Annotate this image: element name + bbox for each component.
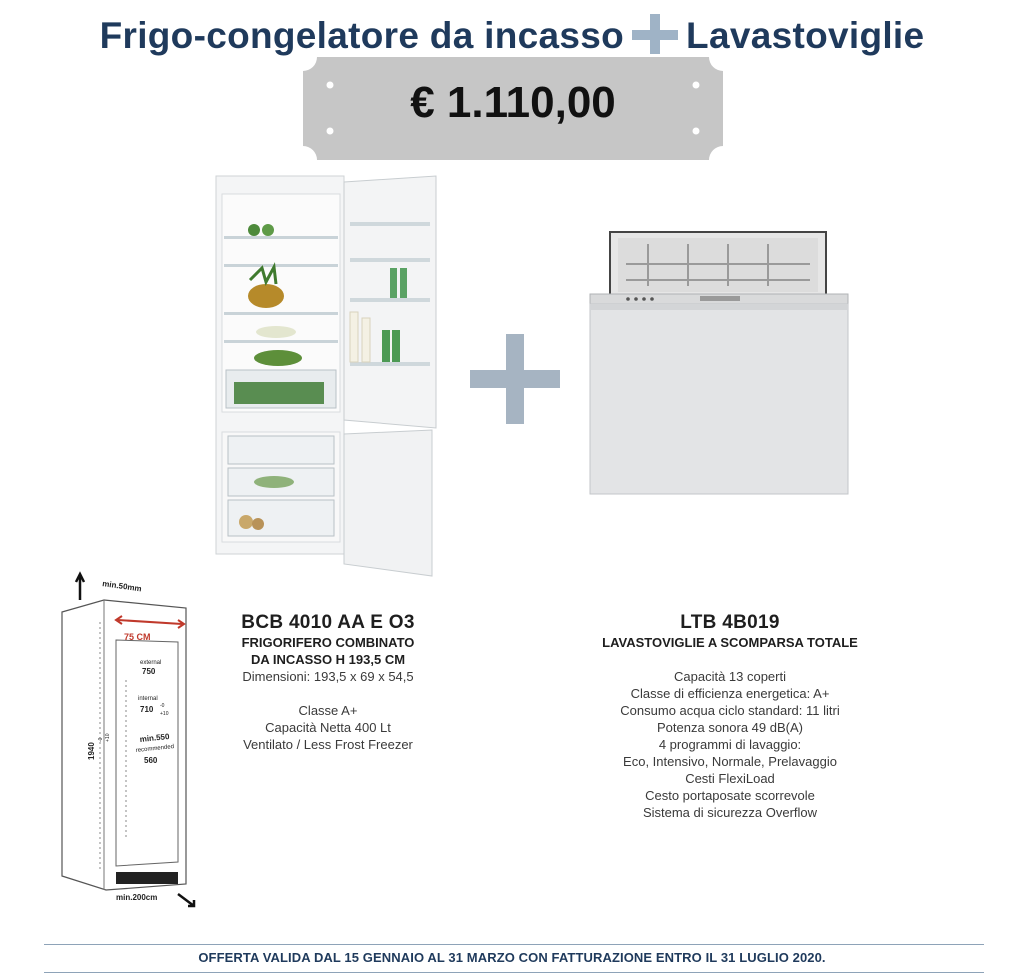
diagram-internal-tol-top: -0	[160, 703, 165, 709]
diagram-internal-label: internal	[138, 696, 158, 702]
diagram-min-top: min.50mm	[101, 579, 143, 594]
fridge-spec-line: Ventilato / Less Frost Freezer	[243, 737, 413, 752]
dishwasher-specs	[570, 612, 890, 821]
footer-rule-top	[44, 944, 984, 945]
dishwasher-spec-line: Capacità 13 coperti	[673, 669, 786, 684]
diagram-internal-value: 710	[140, 705, 154, 714]
fridge-model: BCB 4010 AA E O3	[241, 612, 415, 633]
dishwasher-spec-line: Cesti FlexiLoad	[685, 771, 775, 786]
dishwasher-subtitle: LAVASTOVIGLIE A SCOMPARSA TOTALE	[602, 635, 858, 650]
dishwasher-spec-line: 4 programmi di lavaggio:	[658, 737, 802, 752]
diagram-internal-tol-bottom: +10	[160, 711, 169, 717]
diagram-min-depth: min.550	[139, 731, 170, 744]
diagram-min-bottom: min.200cm	[116, 893, 158, 902]
fridge-spec-line: Capacità Netta 400 Lt	[265, 720, 391, 735]
dishwasher-spec-line: Classe di efficienza energetica: A+	[630, 686, 830, 701]
diagram-external-label: external	[140, 660, 162, 666]
page-title	[0, 14, 1024, 57]
title-fridge: Frigo-congelatore da incasso	[99, 15, 625, 56]
diagram-height-value: 1940	[87, 742, 96, 760]
dishwasher-spec-line: Cesto portaposate scorrevole	[645, 788, 815, 803]
dishwasher-model: LTB 4B019	[680, 612, 780, 633]
diagram-width: 75 CM	[124, 632, 151, 642]
title-dishwasher: Lavastoviglie	[686, 15, 925, 56]
fridge-image	[214, 172, 440, 582]
price: € 1.110,00	[410, 78, 616, 127]
dishwasher-image	[588, 230, 850, 498]
fridge-specs	[222, 612, 434, 753]
dishwasher-spec-line: Eco, Intensivo, Normale, Prelavaggio	[623, 754, 837, 769]
diagram-recommended-label: recommended	[135, 744, 175, 754]
diagram-height-tol-bottom: +10	[105, 733, 111, 742]
installation-diagram	[54, 570, 204, 910]
offer-terms: OFFERTA VALIDA DAL 15 GENNAIO AL 31 MARZO CON FATTURAZIONE ENTRO IL 31 LUGLIO 2020.	[198, 950, 826, 965]
dishwasher-spec-line: Sistema di sicurezza Overflow	[642, 805, 818, 820]
fridge-spec-line: Dimensioni: 193,5 x 69 x 54,5	[242, 669, 414, 684]
diagram-height-tol-top: -0	[98, 737, 104, 742]
diagram-recommended-value: 560	[144, 756, 158, 765]
diagram-external-value: 750	[142, 667, 156, 676]
dishwasher-spec-line: Potenza sonora 49 dB(A)	[657, 720, 803, 735]
dishwasher-spec-line: Consumo acqua ciclo standard: 11 litri	[620, 703, 840, 718]
fridge-spec-line: Classe A+	[298, 703, 358, 718]
fridge-subtitle-2: DA INCASSO H 193,5 CM	[250, 652, 406, 667]
plus-icon	[470, 334, 560, 424]
plus-icon	[632, 14, 678, 54]
fridge-subtitle-1: FRIGORIFERO COMBINATO	[241, 635, 415, 650]
footer-rule-bottom	[44, 972, 984, 973]
